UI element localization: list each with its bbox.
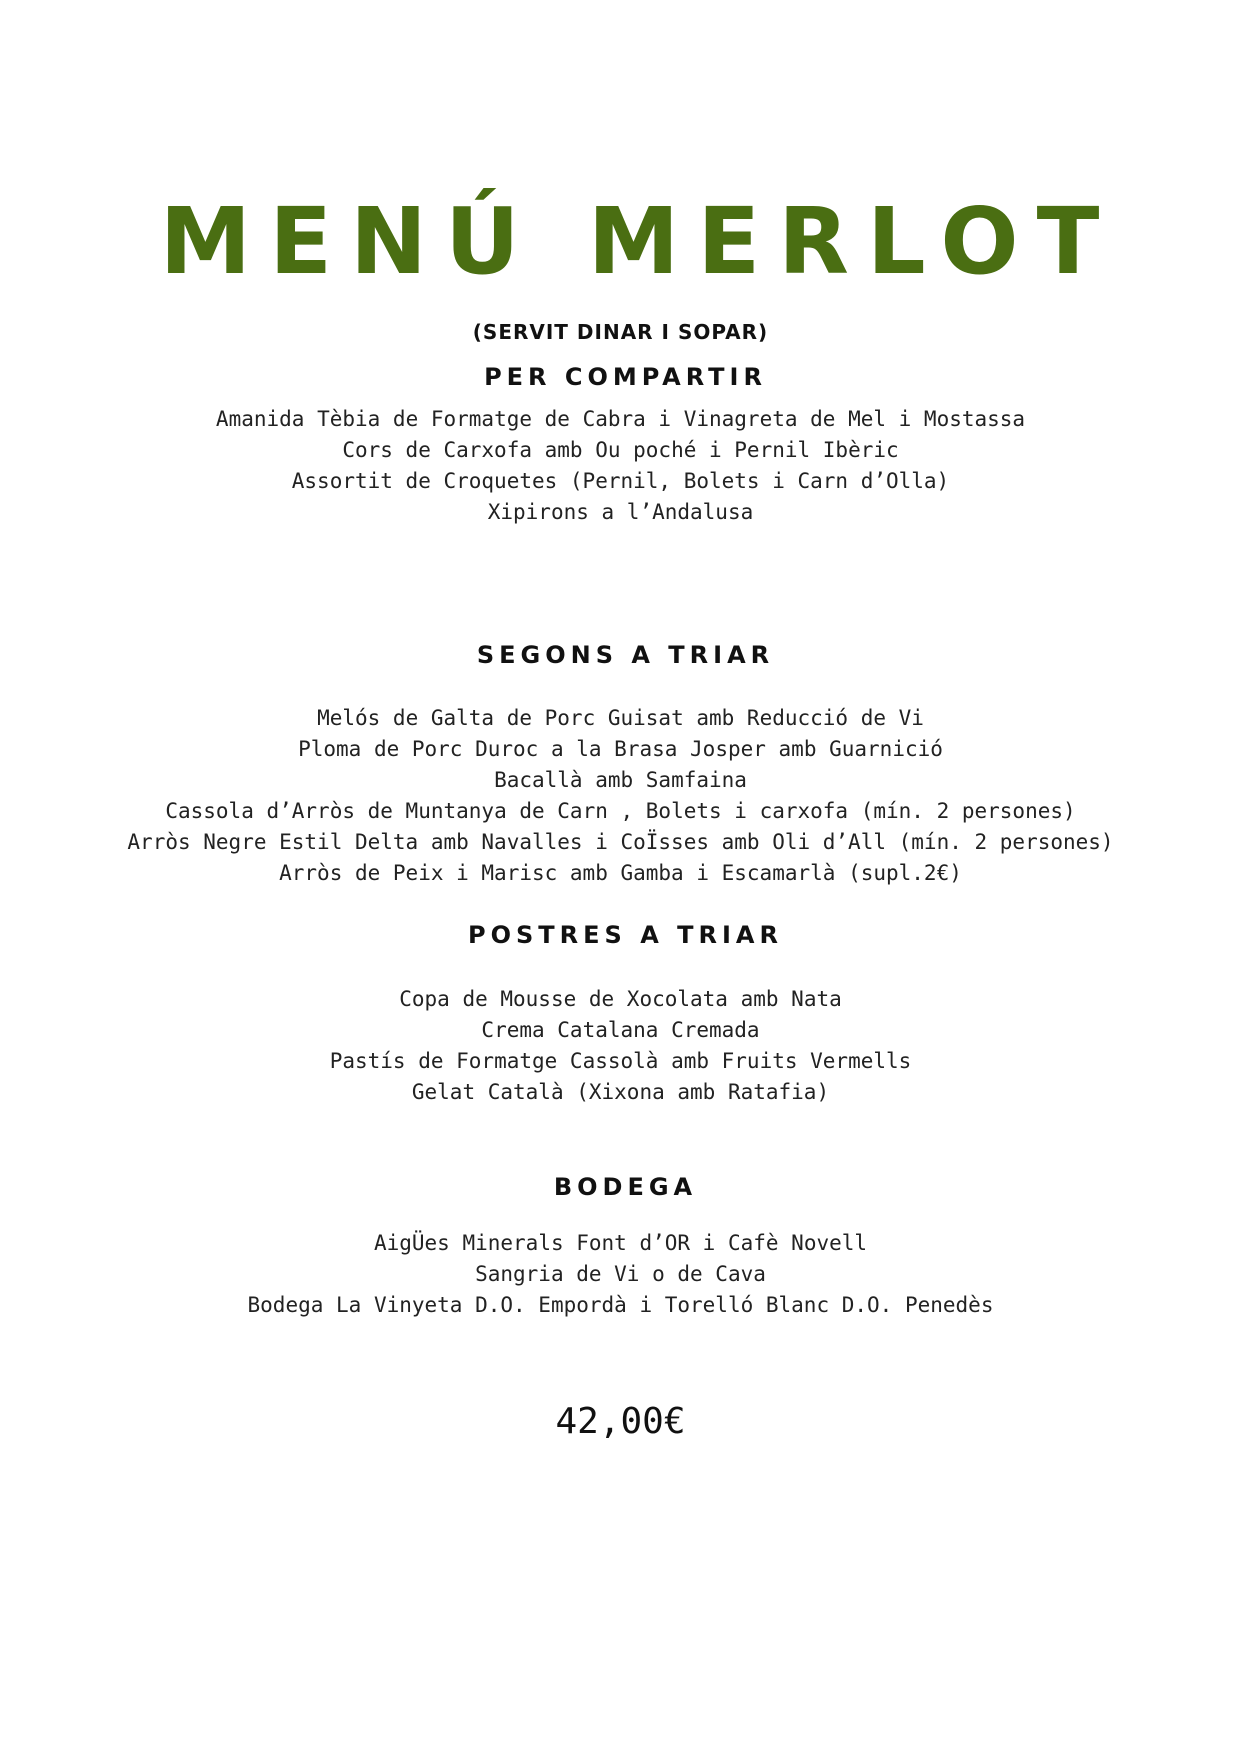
menu-item: Sangria de Vi o de Cava: [475, 1262, 766, 1286]
menu-item: Gelat Català (Xixona amb Ratafia): [411, 1080, 830, 1104]
menu-item: Pastís de Formatge Cassolà amb Fruits Vermells: [329, 1049, 912, 1073]
menu-item: Arròs de Peix i Marisc amb Gamba i Escamarlà (supl.2€): [279, 861, 962, 885]
section-items-per-compartir: [0, 404, 1241, 528]
section-heading-segons-a-triar: SEGONS A TRIAR: [476, 641, 775, 669]
section-items-bodega: [0, 1228, 1241, 1321]
section-heading-postres-a-triar: POSTRES A TRIAR: [468, 921, 783, 949]
section-items-segons-a-triar: [0, 703, 1241, 889]
section-items-postres-a-triar: [0, 984, 1241, 1108]
menu-item: Melós de Galta de Porc Guisat amb Reducció de Vi: [317, 706, 924, 730]
menu-item: Cassola d’Arròs de Muntanya de Carn , Bolets i carxofa (mín. 2 persones): [165, 799, 1076, 823]
section-heading-per-compartir: PER COMPARTIR: [484, 363, 767, 391]
section-heading-bodega: BODEGA: [553, 1173, 698, 1201]
menu-item: Crema Catalana Cremada: [481, 1018, 760, 1042]
menu-item: Assortit de Croquetes (Pernil, Bolets i Carn d’Olla): [291, 469, 950, 493]
menu-item: Arròs Negre Estil Delta amb Navalles i CoÏsses amb Oli d’All (mín. 2 persones): [127, 830, 1114, 854]
menu-item: Xipirons a l’Andalusa: [487, 500, 754, 524]
menu-item: Amanida Tèbia de Formatge de Cabra i Vinagreta de Mel i Mostassa: [215, 407, 1026, 431]
menu-item: AigÜes Minerals Font d’OR i Cafè Novell: [373, 1231, 868, 1255]
menu-subtitle: (SERVIT DINAR I SOPAR): [472, 320, 769, 344]
menu-item: Bacallà amb Samfaina: [494, 768, 747, 792]
menu-item: Bodega La Vinyeta D.O. Empordà i Torelló Blanc D.O. Penedès: [247, 1293, 994, 1317]
menu-item: Copa de Mousse de Xocolata amb Nata: [399, 987, 842, 1011]
menu-item: Ploma de Porc Duroc a la Brasa Josper amb Guarnició: [298, 737, 943, 761]
menu-title: MENÚ MERLOT: [159, 188, 1118, 295]
menu-item: Cors de Carxofa amb Ou poché i Pernil Ibèric: [342, 438, 899, 462]
menu-price: 42,00€: [555, 1401, 686, 1442]
